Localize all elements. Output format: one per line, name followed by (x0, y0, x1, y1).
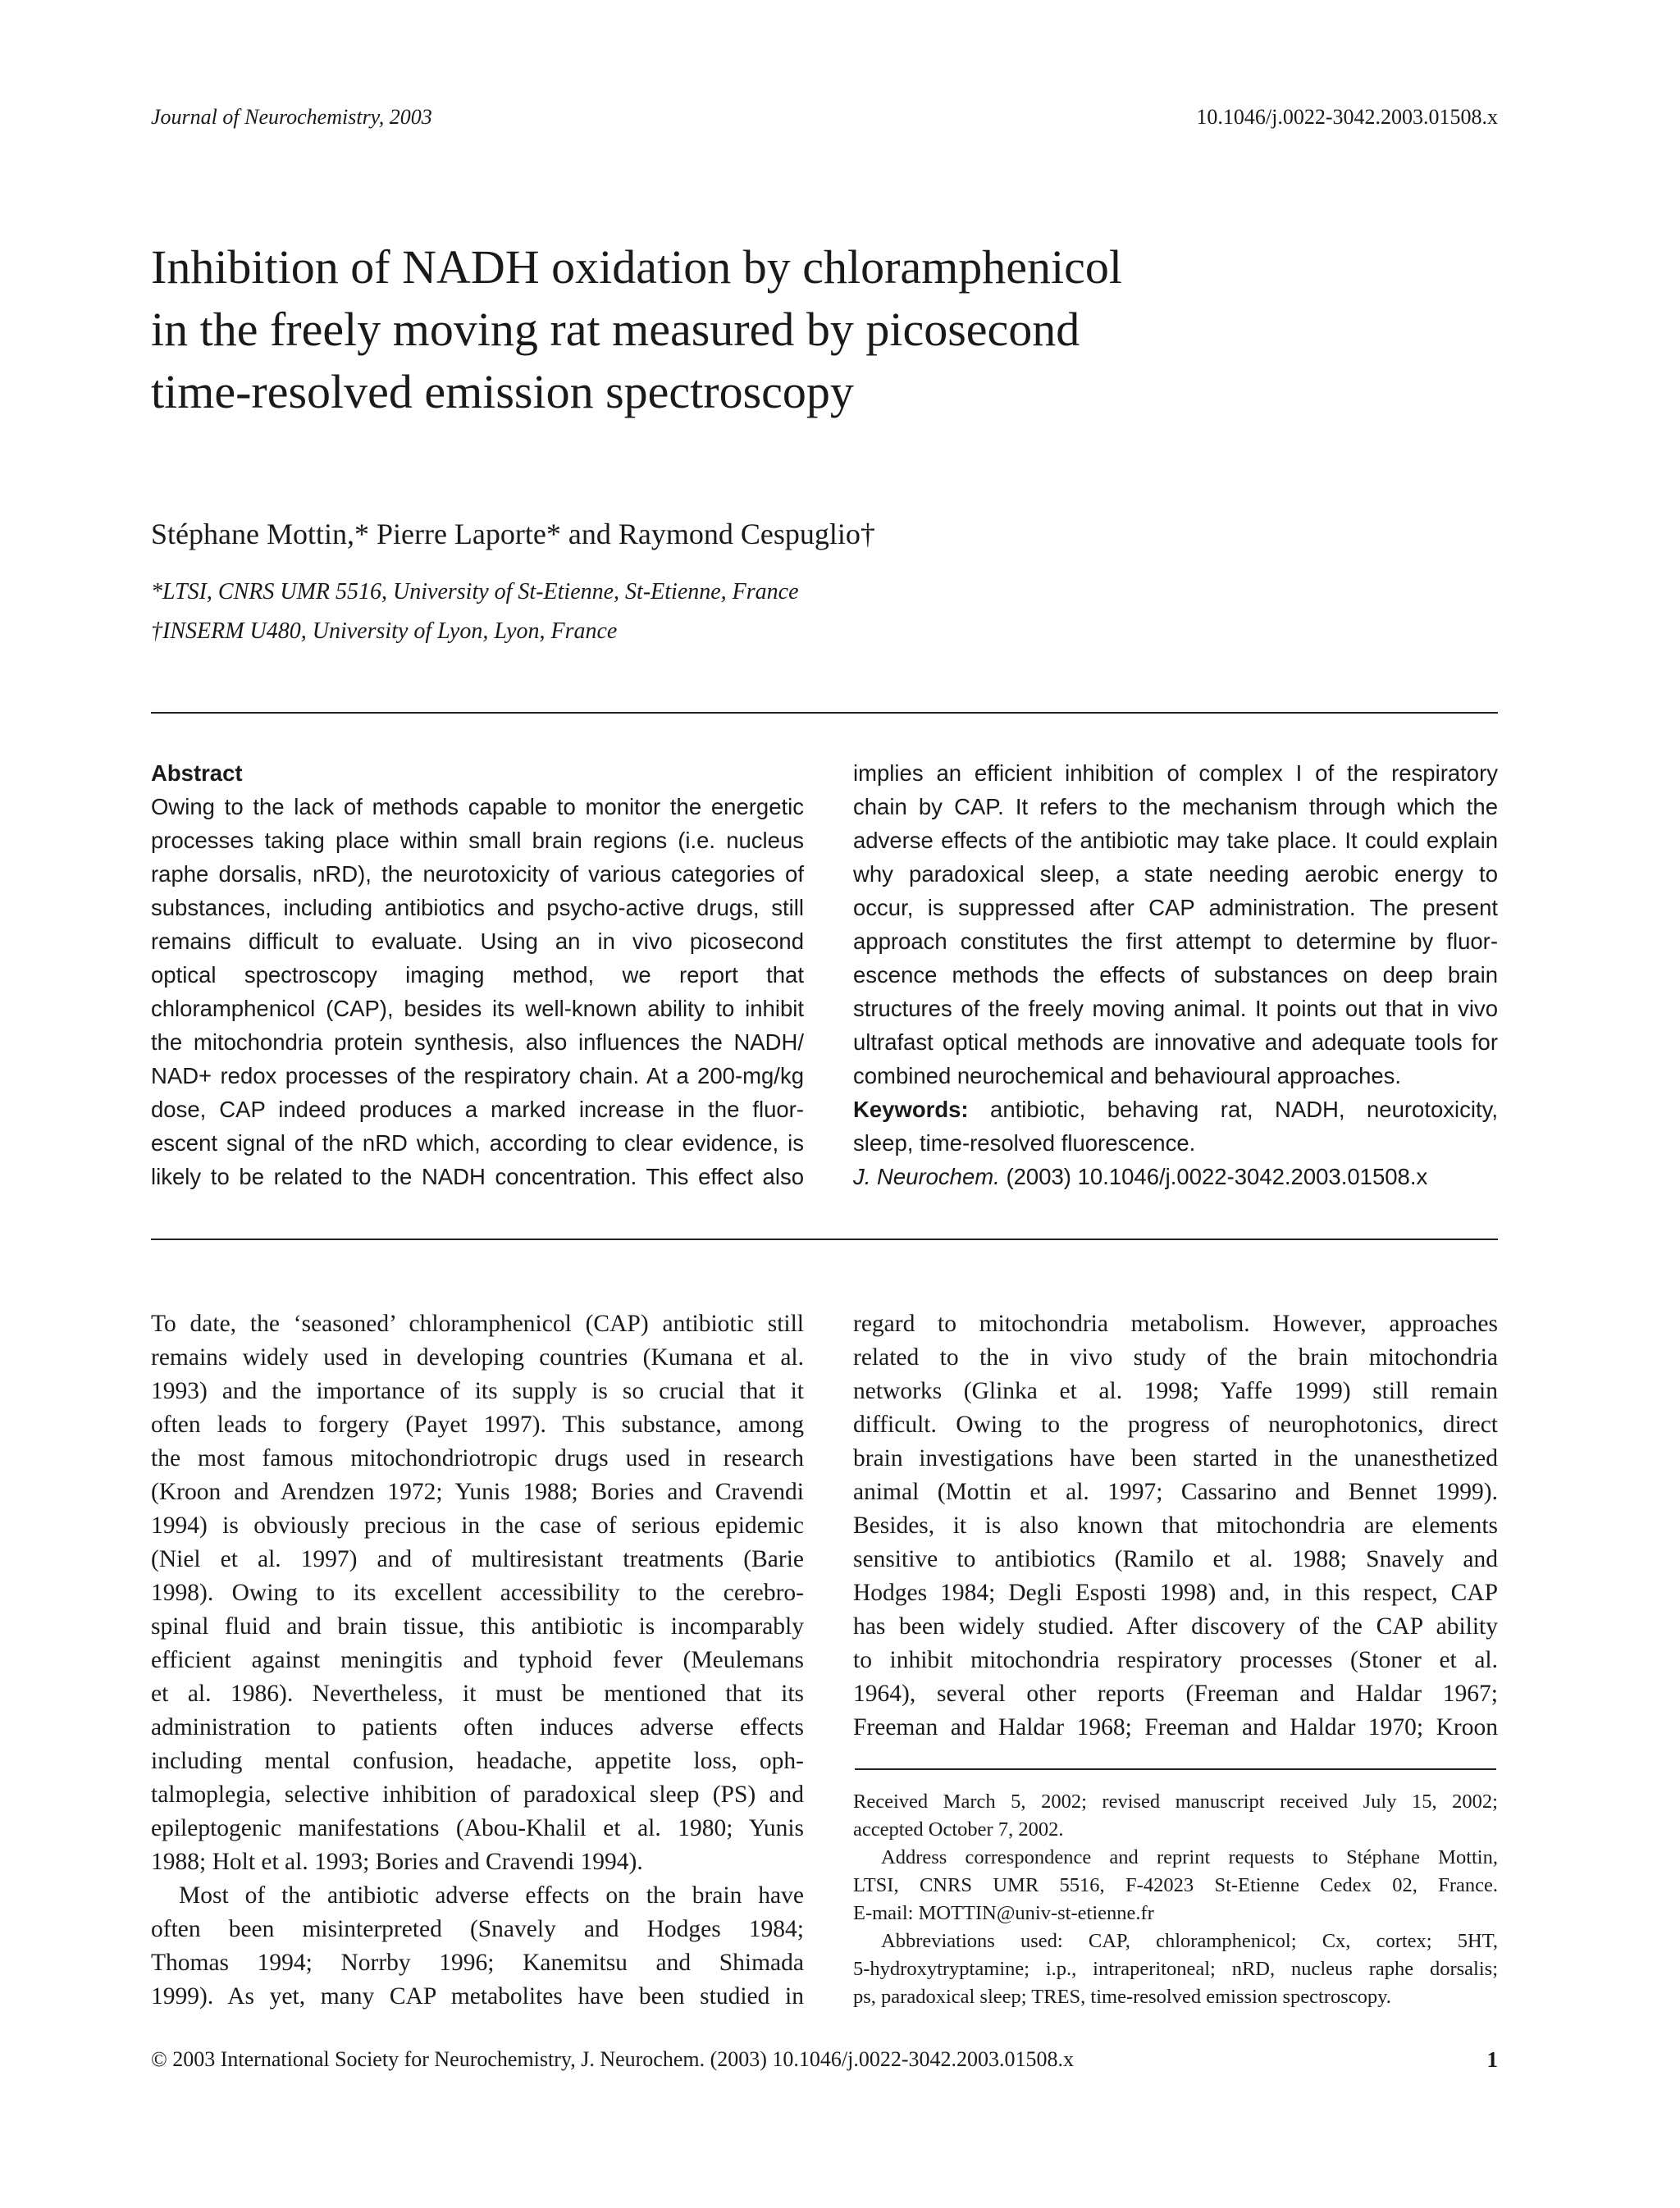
abstract-line: likely to be related to the NADH concentration. This effect also (151, 1164, 804, 1189)
body-line: difficult. Owing to the progress of neurophotonics, direct (853, 1412, 1498, 1438)
body-line: 1993) and the importance of its supply is so crucial that it (151, 1378, 804, 1404)
body-line: networks (Glinka et al. 1998; Yaffe 1999) still remain (853, 1378, 1498, 1404)
abstract-line: NAD+ redox processes of the respiratory chain. At a 200-mg/kg (151, 1063, 804, 1088)
footnote-abbreviations: ps, paradoxical sleep; TRES, time-resolved emission spectroscopy. (853, 1986, 1391, 2008)
abstract-line: escent signal of the nRD which, according to clear evidence, is (151, 1130, 804, 1156)
body-line: to inhibit mitochondria respiratory processes (Stoner et al. (853, 1647, 1498, 1673)
body-line: (Niel et al. 1997) and of multiresistant treatments (Barie (151, 1546, 804, 1572)
abstract-line: the mitochondria protein synthesis, also influences the NADH/ (151, 1029, 804, 1055)
body-line: sensitive to antibiotics (Ramilo et al. 1988; Snavely and (853, 1546, 1498, 1572)
abstract-line: escence methods the effects of substances on deep brain (853, 962, 1498, 988)
abstract-line: chloramphenicol (CAP), besides its well-known ability to inhibit (151, 996, 804, 1021)
abstract-line: Owing to the lack of methods capable to monitor the energetic (151, 794, 804, 819)
abstract-line: raphe dorsalis, nRD), the neurotoxicity of various categories of (151, 861, 804, 887)
abstract-line: processes taking place within small brain regions (i.e. nucleus (151, 828, 804, 853)
body-line: brain investigations have been started in the unanesthetized (853, 1445, 1498, 1471)
copyright-notice: © 2003 International Society for Neurochemistry, J. Neurochem. (2003) 10.1046/j.0022-3042.2003.01508.x (151, 2047, 1075, 2071)
page-number: 1 (1486, 2047, 1498, 2072)
body-line: 1964), several other reports (Freeman and Haldar 1967; (853, 1681, 1498, 1707)
body-line: 1999). As yet, many CAP metabolites have been studied in (151, 1983, 804, 2010)
keywords-line (853, 1093, 1498, 1126)
footnote-accepted: accepted October 7, 2002. (853, 1818, 1064, 1841)
body-line: remains widely used in developing countries (Kumana et al. (151, 1344, 804, 1371)
body-line: et al. 1986). Nevertheless, it must be mentioned that its (151, 1681, 804, 1707)
abstract-line: occur, is suppressed after CAP administration. The present (853, 895, 1498, 920)
body-line: 1994) is obviously precious in the case of serious epidemic (151, 1512, 804, 1539)
keywords-line-2: sleep, time-resolved fluorescence. (853, 1130, 1196, 1156)
body-line: has been widely studied. After discovery of the CAP ability (853, 1613, 1498, 1640)
affiliation-inserm: †INSERM U480, University of Lyon, Lyon, France (151, 618, 618, 644)
abstract-line: optical spectroscopy imaging method, we report that (151, 962, 804, 988)
body-line: Thomas 1994; Norrby 1996; Kanemitsu and Shimada (151, 1950, 804, 1976)
body-right-column (853, 1307, 1498, 1745)
footnote-abbreviations: Abbreviations used: CAP, chloramphenicol; Cx, cortex; 5HT, (881, 1930, 1498, 1952)
body-line: To date, the ‘seasoned’ chloramphenicol (CAP) antibiotic still (151, 1311, 804, 1337)
body-line: 1988; Holt et al. 1993; Bories and Cravendi 1994). (151, 1849, 643, 1875)
body-line: animal (Mottin et al. 1997; Cassarino and Bennet 1999). (853, 1479, 1498, 1505)
article-doi: 10.1046/j.0022-3042.2003.01508.x (1196, 105, 1498, 129)
abstract-line: approach constitutes the first attempt to determine by fluor- (853, 928, 1498, 954)
abstract-heading: Abstract (151, 760, 243, 786)
body-line: Hodges 1984; Degli Esposti 1998) and, in this respect, CAP (853, 1580, 1498, 1606)
footnotes (853, 1788, 1498, 2011)
body-line: often been misinterpreted (Snavely and Hodges 1984; (151, 1916, 804, 1942)
body-line: regard to mitochondria metabolism. However, approaches (853, 1311, 1498, 1337)
abstract-right-column (853, 756, 1498, 1193)
abstract-left-column (151, 756, 804, 1193)
divider-top (151, 712, 1498, 714)
body-line: the most famous mitochondriotropic drugs used in research (151, 1445, 804, 1471)
footnote-divider (855, 1768, 1496, 1770)
divider-bottom (151, 1239, 1498, 1240)
body-line: 1998). Owing to its excellent accessibility to the cerebro- (151, 1580, 804, 1606)
citation-journal: J. Neurochem. (853, 1164, 1000, 1189)
abstract-line: structures of the freely moving animal. It points out that in vivo (853, 996, 1498, 1021)
author-list: Stéphane Mottin,* Pierre Laporte* and Raymond Cespuglio† (151, 518, 875, 550)
body-line: Freeman and Haldar 1968; Freeman and Haldar 1970; Kroon (853, 1714, 1498, 1740)
journal-name: Journal of Neurochemistry, 2003 (151, 105, 432, 129)
title-line: Inhibition of NADH oxidation by chloramphenicol (151, 240, 1122, 294)
abstract-line: remains difficult to evaluate. Using an in vivo picosecond (151, 928, 804, 954)
abstract-line: implies an efficient inhibition of complex I of the respiratory (853, 760, 1498, 786)
footnote-abbreviations: 5-hydroxytryptamine; i.p., intraperitoneal; nRD, nucleus raphe dorsalis; (853, 1958, 1498, 1980)
citation-details: (2003) 10.1046/j.0022-3042.2003.01508.x (999, 1164, 1428, 1189)
abstract-citation (853, 1160, 1498, 1193)
abstract-line: chain by CAP. It refers to the mechanism through which the (853, 794, 1498, 819)
abstract-line: substances, including antibiotics and psycho-active drugs, still (151, 895, 804, 920)
footnote-correspondence: Address correspondence and reprint requests to Stéphane Mottin, (881, 1846, 1498, 1868)
body-line: efficient against meningitis and typhoid fever (Meulemans (151, 1647, 804, 1673)
body-line: administration to patients often induces adverse effects (151, 1714, 804, 1740)
affiliation-ltsi: *LTSI, CNRS UMR 5516, University of St-Etienne, St-Etienne, France (151, 579, 799, 604)
article-title (151, 236, 1381, 423)
body-line: often leads to forgery (Payet 1997). This substance, among (151, 1412, 804, 1438)
abstract-line: combined neurochemical and behavioural approaches. (853, 1063, 1402, 1088)
title-line: time-resolved emission spectroscopy (151, 365, 854, 418)
footnote-address: LTSI, CNRS UMR 5516, F-42023 St-Etienne Cedex 02, France. (853, 1874, 1498, 1896)
abstract-line: why paradoxical sleep, a state needing aerobic energy to (853, 861, 1498, 887)
keywords-label: Keywords: (853, 1097, 969, 1122)
abstract-line: adverse effects of the antibiotic may take place. It could explain (853, 828, 1498, 853)
footnote-email: E-mail: MOTTIN@univ-st-etienne.fr (853, 1902, 1154, 1924)
body-line: including mental confusion, headache, appetite loss, oph- (151, 1748, 804, 1774)
body-line: (Kroon and Arendzen 1972; Yunis 1988; Bories and Cravendi (151, 1479, 804, 1505)
footnote-received: Received March 5, 2002; revised manuscript received July 15, 2002; (853, 1791, 1498, 1813)
abstract-line: ultrafast optical methods are innovative and adequate tools for (853, 1029, 1498, 1055)
body-line: spinal fluid and brain tissue, this antibiotic is incomparably (151, 1613, 804, 1640)
body-line: related to the in vivo study of the brain mitochondria (853, 1344, 1498, 1371)
body-line: Besides, it is also known that mitochondria are elements (853, 1512, 1498, 1539)
body-left-column (151, 1307, 804, 2014)
body-line: Most of the antibiotic adverse effects on the brain have (179, 1882, 804, 1909)
keywords-text: antibiotic, behaving rat, NADH, neurotoxicity, (968, 1097, 1498, 1122)
body-line: epileptogenic manifestations (Abou-Khalil et al. 1980; Yunis (151, 1815, 804, 1841)
abstract-line: dose, CAP indeed produces a marked increase in the fluor- (151, 1097, 804, 1122)
body-line: talmoplegia, selective inhibition of paradoxical sleep (PS) and (151, 1781, 804, 1808)
title-line: in the freely moving rat measured by picosecond (151, 303, 1080, 356)
